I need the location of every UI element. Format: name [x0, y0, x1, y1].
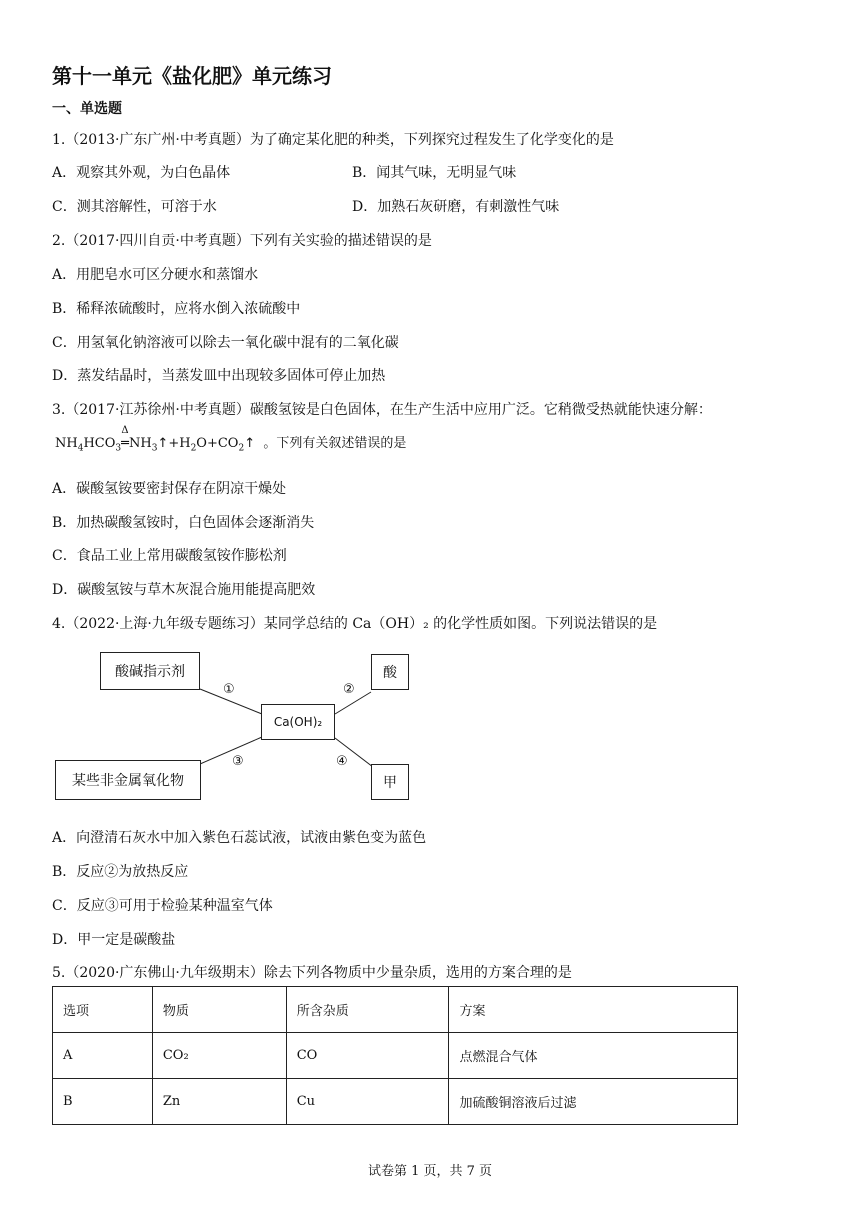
table-cell: CO [286, 1033, 449, 1079]
section-heading: 一、单选题 [52, 101, 122, 117]
table-header-cell: 物质 [152, 987, 286, 1033]
table-cell: B [53, 1079, 153, 1125]
question-3-option-d: D．碳酸氢铵与草木灰混合施用能提高肥效 [52, 582, 316, 598]
box-nonmetal-oxides: 某些非金属氧化物 [55, 760, 201, 800]
table-row [53, 1079, 738, 1125]
question-3-option-a: A．碳酸氢铵要密封保存在阴凉干燥处 [52, 481, 287, 497]
question-4-option-a: A．向澄清石灰水中加入紫色石蕊试液，试液由紫色变为蓝色 [52, 830, 427, 846]
question-4-option-c: C．反应③可用于检验某种温室气体 [52, 898, 273, 914]
table-cell: Zn [152, 1079, 286, 1125]
table-cell: Cu [286, 1079, 449, 1125]
question-2-stem: 2.（2017·四川自贡·中考真题）下列有关实验的描述错误的是 [52, 233, 432, 249]
table-cell: A [53, 1033, 153, 1079]
table-row [53, 1033, 738, 1079]
box-substance-jia: 甲 [371, 764, 409, 800]
question-1-option-d: D．加熟石灰研磨，有刺激性气味 [352, 199, 560, 215]
question-2-option-a: A．用肥皂水可区分硬水和蒸馏水 [52, 267, 259, 283]
question-4-option-d: D．甲一定是碳酸盐 [52, 932, 176, 948]
table-header-cell: 方案 [449, 987, 738, 1033]
reaction-label-2: ② [343, 682, 355, 697]
question-4-option-b: B．反应②为放热反应 [52, 864, 189, 880]
table-header-cell: 所含杂质 [286, 987, 449, 1033]
table-header-row [53, 987, 738, 1033]
question-2-option-c: C．用氢氧化钠溶液可以除去一氧化碳中混有的二氧化碳 [52, 335, 399, 351]
table-cell: 加硫酸铜溶液后过滤 [449, 1079, 738, 1125]
question-4-stem: 4.（2022·上海·九年级专题练习）某同学总结的 Ca（OH）₂ 的化学性质如图。下列说法错误的是 [52, 616, 658, 632]
question-3-option-c: C．食品工业上常用碳酸氢铵作膨松剂 [52, 548, 287, 564]
question-3-stem-tail: 。下列有关叙述错误的是 [263, 436, 407, 451]
caoh2-property-diagram [55, 652, 415, 802]
page-title: 第十一单元《盐化肥》单元练习 [52, 64, 332, 88]
question-1-stem: 1.（2013·广东广州·中考真题）为了确定某化肥的种类，下列探究过程发生了化学变化的是 [52, 132, 614, 148]
box-calcium-hydroxide: Ca(OH)₂ [261, 704, 335, 740]
table-cell: 点燃混合气体 [449, 1033, 738, 1079]
question-3-stem: 3.（2017·江苏徐州·中考真题）碳酸氢铵是白色固体，在生产生活中应用广泛。它稍微受热就能快速分解： [52, 402, 712, 418]
question-5-stem: 5.（2020·广东佛山·九年级期末）除去下列各物质中少量杂质，选用的方案合理的是 [52, 965, 572, 981]
question-1-option-a: A．观察其外观，为白色晶体 [52, 165, 231, 181]
question-1-option-c: C．测其溶解性，可溶于水 [52, 199, 217, 215]
reaction-label-1: ① [223, 682, 235, 697]
reaction-label-3: ③ [232, 754, 244, 769]
decomposition-equation: $NH_4HCO_3$ Δ $═NH_3↑+H_2O+CO_2↑$ 。下列有关叙述错误的是 [55, 425, 407, 454]
question-2-option-b: B．稀释浓硫酸时，应将水倒入浓硫酸中 [52, 301, 301, 317]
question-1-option-b: B．闻其气味，无明显气味 [352, 165, 517, 181]
question-3-option-b: B．加热碳酸氢铵时，白色固体会逐渐消失 [52, 515, 315, 531]
question-2-option-d: D．蒸发结晶时，当蒸发皿中出现较多固体可停止加热 [52, 368, 386, 384]
box-acid-base-indicator: 酸碱指示剂 [100, 652, 200, 690]
page-footer: 试卷第 1 页，共 7 页 [367, 1164, 493, 1179]
reaction-label-4: ④ [336, 754, 348, 769]
table-header-cell: 选项 [53, 987, 153, 1033]
options-table [52, 986, 738, 1125]
box-acid: 酸 [371, 654, 409, 690]
table-cell: CO₂ [152, 1033, 286, 1079]
